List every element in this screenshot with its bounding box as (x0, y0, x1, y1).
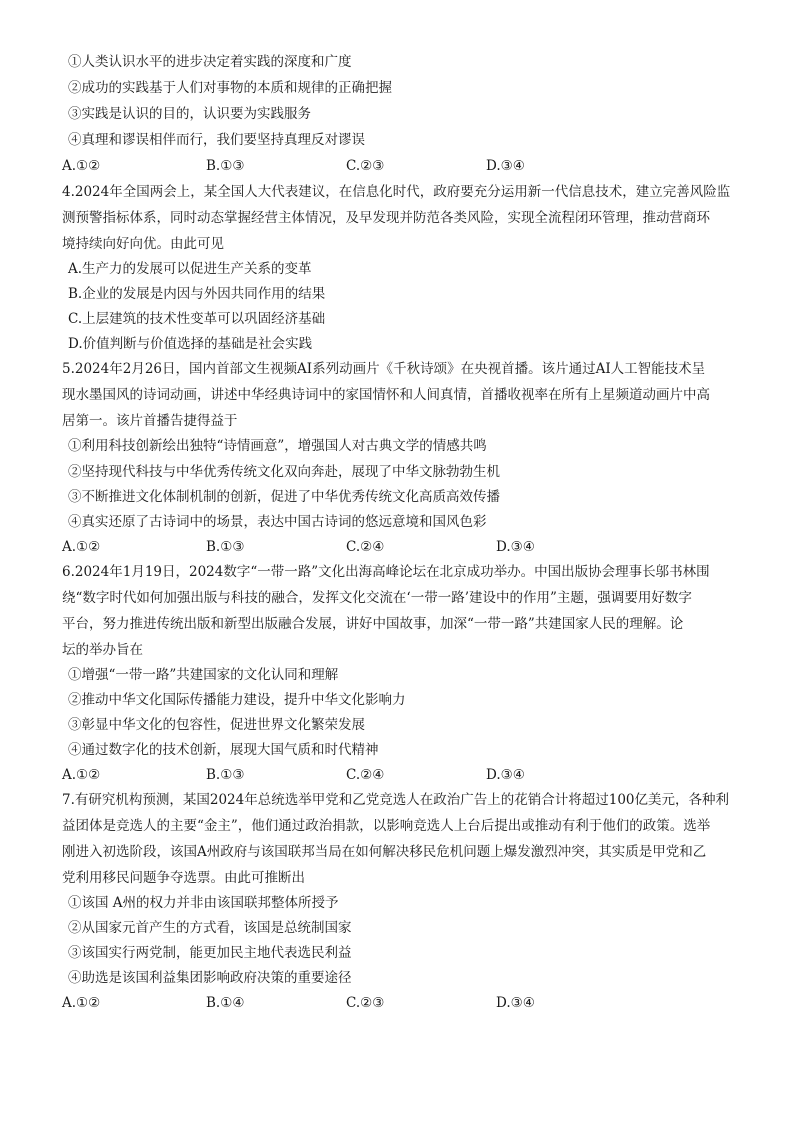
q5-statement-1: ①利用科技创新绘出独特“诗情画意”，增强国人对古典文学的情感共鸣 (68, 438, 487, 454)
q5-statement-4: ④真实还原了古诗词中的场景，表达中国古诗词的悠远意境和国风色彩 (68, 514, 487, 530)
q5-answer-d[interactable]: D.③④ (496, 539, 535, 555)
q5-stem-line-2: 现水墨国风的诗词动画，讲述中华经典诗词中的家国情怀和人间真情，首播收视率在所有上星频道动画片中高 (62, 387, 710, 403)
q6-stem-line-4: 坛的举办旨在 (62, 642, 143, 658)
q6-answer-b[interactable]: B.①③ (206, 767, 245, 783)
q7-stem-line-1: 7.有研究机构预测，某国2024年总统选举甲党和乙党竞选人在政治广告上的花销合计将超过100亿美元，各种利 (62, 792, 730, 808)
q6-statement-4: ④通过数字化的技术创新，展现大国气质和时代精神 (68, 742, 379, 758)
q5-stem-line-3: 居第一。该片首播告捷得益于 (62, 413, 238, 429)
q6-answer-c[interactable]: C.②④ (346, 767, 385, 783)
q7-stem-line-4: 党利用移民问题争夺选票。由此可推断出 (62, 870, 305, 886)
q4-option-d[interactable]: D.价值判断与价值选择的基础是社会实践 (68, 336, 313, 352)
q3-answer-d[interactable]: D.③④ (486, 158, 525, 174)
q3-statement-2: ②成功的实践基于人们对事物的本质和规律的正确把握 (68, 80, 392, 96)
q7-answer-b[interactable]: B.①④ (206, 995, 245, 1011)
q7-statement-4: ④助选是该国利益集团影响政府决策的重要途径 (68, 970, 352, 986)
q3-answer-c[interactable]: C.②③ (346, 158, 385, 174)
q5-statement-2: ②坚持现代科技与中华优秀传统文化双向奔赴，展现了中华文脉勃勃生机 (68, 464, 500, 480)
q7-answer-d[interactable]: D.③④ (496, 995, 535, 1011)
q6-stem-line-2: 绕“数字时代如何加强出版与科技的融合，发挥文化交流在‘一带一路’建设中的作用”主题，强调要用好数字 (62, 590, 692, 606)
q3-statement-3: ③实践是认识的目的，认识要为实践服务 (68, 106, 311, 122)
q4-option-c[interactable]: C.上层建筑的技术性变革可以巩固经济基础 (68, 311, 326, 327)
q5-answer-a[interactable]: A.①② (62, 539, 101, 555)
q7-stem-line-3: 刚进入初选阶段，该国A州政府与该国联邦当局在如何解决移民危机问题上爆发激烈冲突，其实质是甲党和乙 (62, 844, 707, 860)
q7-statement-1: ①该国 A州的权力并非由该国联邦整体所授予 (68, 895, 339, 911)
q7-answer-a[interactable]: A.①② (62, 995, 101, 1011)
q7-statement-2: ②从国家元首产生的方式看，该国是总统制国家 (68, 920, 352, 936)
q4-stem-line-2: 测预警指标体系，同时动态掌握经营主体情况，及早发现并防范各类风险，实现全流程闭环管理，推动营商环 (62, 210, 710, 226)
q6-answer-d[interactable]: D.③④ (486, 767, 525, 783)
q4-stem-line-1: 4.2024年全国两会上，某全国人大代表建议，在信息化时代，政府要充分运用新一代信息技术，建立完善风险监 (62, 184, 731, 200)
q5-statement-3: ③不断推进文化体制机制的创新，促进了中华优秀传统文化高质高效传播 (68, 489, 500, 505)
q5-answer-b[interactable]: B.①③ (206, 539, 245, 555)
q4-option-a[interactable]: A.生产力的发展可以促进生产关系的变革 (68, 261, 312, 277)
q7-statement-3: ③该国实行两党制，能更加民主地代表选民利益 (68, 945, 352, 961)
q7-answer-c[interactable]: C.②③ (346, 995, 385, 1011)
q4-stem-line-3: 境持续向好向优。由此可见 (62, 236, 224, 252)
q6-answer-a[interactable]: A.①② (62, 767, 101, 783)
q3-statement-1: ①人类认识水平的进步决定着实践的深度和广度 (68, 54, 352, 70)
q6-stem-line-3: 平台，努力推进传统出版和新型出版融合发展，讲好中国故事，加深“一带一路”共建国家人民的理解。论 (62, 616, 684, 632)
q6-statement-3: ③彰显中华文化的包容性，促进世界文化繁荣发展 (68, 717, 365, 733)
q3-statement-4: ④真理和谬误相伴而行，我们要坚持真理反对谬误 (68, 132, 365, 148)
q6-statement-2: ②推动中华文化国际传播能力建设，提升中华文化影响力 (68, 692, 406, 708)
q7-stem-line-2: 益团体是竞选人的主要“金主”，他们通过政治捐款，以影响竞选人上台后提出或推动有利于他们的政策。选举 (62, 818, 711, 834)
q3-answer-a[interactable]: A.①② (62, 158, 101, 174)
q4-option-b[interactable]: B.企业的发展是内因与外因共同作用的结果 (68, 286, 326, 302)
q6-stem-line-1: 6.2024年1月19日，2024数字“一带一路”文化出海高峰论坛在北京成功举办。中国出版协会理事长邬书林围 (62, 564, 710, 580)
q5-stem-line-1: 5.2024年2月26日，国内首部文生视频AI系列动画片《千秋诗颂》在央视首播。该片通过AI人工智能技术呈 (62, 361, 706, 377)
q6-statement-1: ①增强“一带一路”共建国家的文化认同和理解 (68, 667, 339, 683)
q3-answer-b[interactable]: B.①③ (206, 158, 245, 174)
q5-answer-c[interactable]: C.②④ (346, 539, 385, 555)
